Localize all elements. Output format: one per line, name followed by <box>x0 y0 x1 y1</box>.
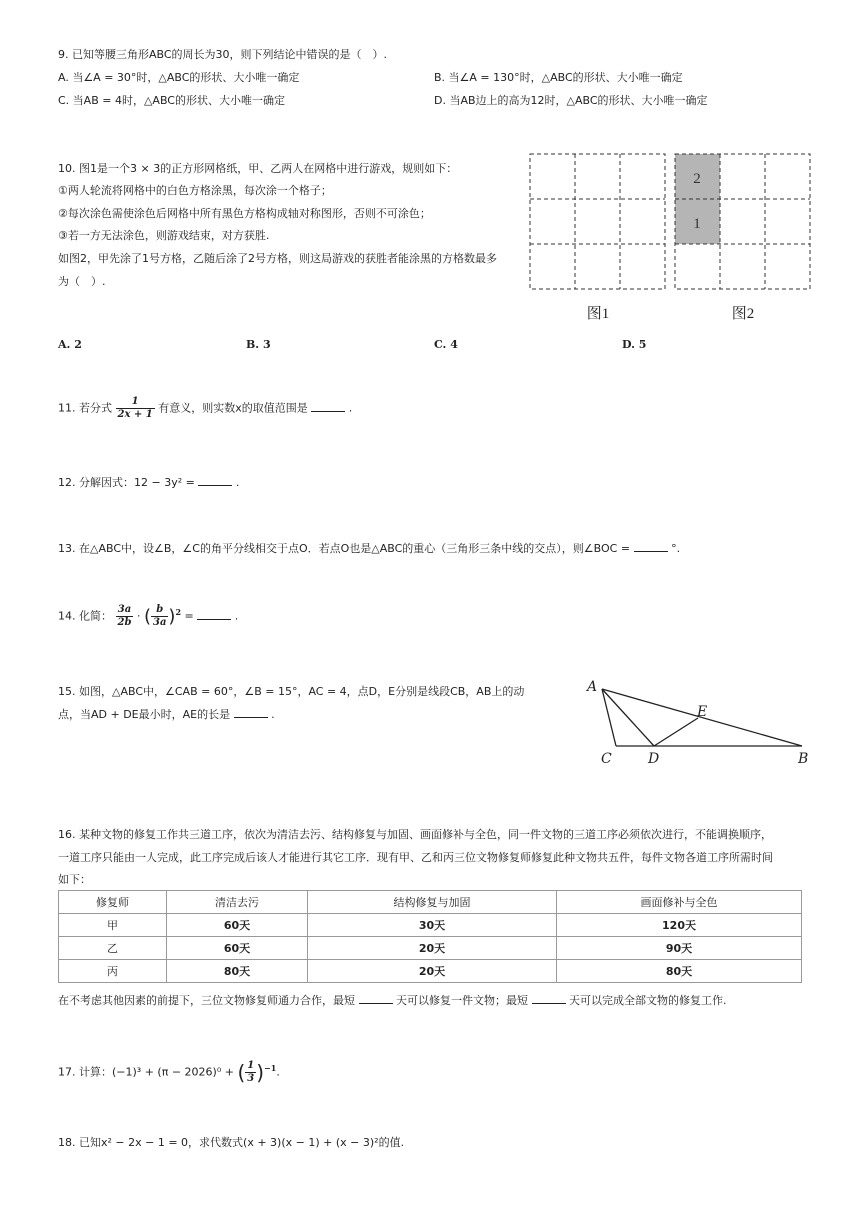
q11-answer-blank[interactable] <box>311 401 345 412</box>
q18-question: 18. 已知x² − 2x − 1 = 0，求代数式(x + 3)(x − 1) + (x − 3)²的值. <box>58 1136 405 1149</box>
segment-ad <box>602 689 654 746</box>
q15-triangle-diagram <box>584 674 816 770</box>
table-cell: 20天 <box>308 937 557 960</box>
table-cell: 80天 <box>167 960 308 983</box>
q14-fraction-1: $\frac{3a}{2b}$ <box>117 604 132 628</box>
table-cell: 80天 <box>557 960 802 983</box>
table-row <box>59 914 802 937</box>
table-cell: 30天 <box>308 914 557 937</box>
q10-option-a: A. 2 <box>58 338 82 351</box>
q13-question: 13. 在△ABC中，设∠B，∠C的角平分线相交于点O．若点O也是△ABC的重心（三角形三条中线的交点），则∠BOC = °. <box>58 542 681 555</box>
label-b: B <box>798 751 809 767</box>
q10-line-4: ③若一方无法涂色，则游戏结束，对方获胜. <box>58 229 270 242</box>
label-d: D <box>648 751 660 767</box>
q9-option-b: B. 当∠A = 130°时，△ABC的形状、大小唯一确定 <box>434 71 683 84</box>
table-header-cell: 修复师 <box>59 891 167 914</box>
q17-fraction: $\frac{1}{3}$ <box>247 1060 255 1084</box>
q16-after-table: 在不考虑其他因素的前提下，三位文物修复师通力合作，最短 天可以修复一件文物；最短 天可以完成全部文物的修复工作. <box>58 994 727 1007</box>
q16-line-3: 如下： <box>58 873 91 886</box>
table-header-cell: 清洁去污 <box>167 891 308 914</box>
segment-de <box>654 718 698 746</box>
q14-question: 14. 化简： $\frac{3a}{2b}$ · ( $\frac{b}{3a}$ )$^2$ = . <box>58 604 239 628</box>
q16-time-table <box>58 890 802 983</box>
q15-answer-blank[interactable] <box>234 707 268 718</box>
q11-question: 11. 若分式 $\frac{1}{2x + 1}$ 有意义，则实数x的取值范围是 . <box>58 396 353 420</box>
table-header-cell: 画面修补与全色 <box>557 891 802 914</box>
table-cell: 丙 <box>59 960 167 983</box>
q16-answer-blank-2[interactable] <box>532 993 566 1004</box>
q14-answer-blank[interactable] <box>197 609 231 620</box>
q9-stem: 9. 已知等腰三角形ABC的周长为30，则下列结论中错误的是（ ）. <box>58 48 388 61</box>
q10-line-1: 10. 图1是一个3 × 3的正方形网格纸，甲、乙两人在网格中进行游戏，规则如下： <box>58 162 458 175</box>
table-row <box>59 937 802 960</box>
table-row <box>59 960 802 983</box>
figure-1-label: 图1 <box>586 306 610 322</box>
grid-figure-1 <box>530 154 665 289</box>
q16-answer-blank-1[interactable] <box>359 993 393 1004</box>
q16-line-2: 一道工序只能由一人完成，此工序完成后该人才能进行其它工序．现有甲、乙和丙三位文物修复师修复此种文物共五件，每件文物各道工序所需时间 <box>58 851 773 864</box>
table-cell: 60天 <box>167 937 308 960</box>
q15-line-1: 15. 如图，△ABC中，∠CAB = 60°，∠B = 15°，AC = 4，点D，E分别是线段CB，AB上的动 <box>58 685 525 698</box>
label-e: E <box>697 704 708 720</box>
q10-line-2: ①两人轮流将网格中的白色方格涂黑，每次涂一个格子； <box>58 184 332 197</box>
table-cell: 60天 <box>167 914 308 937</box>
table-header-row <box>59 891 802 914</box>
q14-fraction-2: $\frac{b}{3a}$ <box>152 604 167 628</box>
q17-question: 17. 计算：(−1)³ + (π − 2026)⁰ + ( $\frac{1}{3}$ )$^{-1}$. <box>58 1060 280 1085</box>
table-header-cell: 结构修复与加固 <box>308 891 557 914</box>
q15-line-2: 点，当AD + DE最小时，AE的长是 . <box>58 708 275 721</box>
cell-label-2: 2 <box>693 171 701 187</box>
q12-question: 12. 分解因式：12 − 3y² = . <box>58 476 240 489</box>
q10-line-5: 如图2，甲先涂了1号方格，乙随后涂了2号方格，则这局游戏的获胜者能涂黑的方格数最多 <box>58 252 497 265</box>
q10-line-3: ②每次涂色需使涂色后网格中所有黑色方格构成轴对称图形，否则不可涂色； <box>58 207 431 220</box>
q9-option-c: C. 当AB = 4时，△ABC的形状、大小唯一确定 <box>58 94 285 107</box>
label-c: C <box>601 751 612 767</box>
q9-option-a: A. 当∠A = 30°时，△ABC的形状、大小唯一确定 <box>58 71 300 84</box>
table-cell: 90天 <box>557 937 802 960</box>
figure-2-label: 图2 <box>731 306 755 322</box>
q10-grid-figures <box>528 152 814 327</box>
cell-label-1: 1 <box>693 216 701 232</box>
q16-line-1: 16. 某种文物的修复工作共三道工序，依次为清洁去污、结构修复与加固、画面修补与全色，同一件文物的三道工序必须依次进行，不能调换顺序， <box>58 828 772 841</box>
table-cell: 20天 <box>308 960 557 983</box>
grid-figure-2 <box>675 154 810 289</box>
q10-option-b: B. 3 <box>246 338 271 351</box>
q10-line-6: 为（ ）. <box>58 275 106 288</box>
table-cell: 120天 <box>557 914 802 937</box>
q11-fraction: $\frac{1}{2x + 1}$ <box>117 396 153 420</box>
q10-option-d: D. 5 <box>622 338 647 351</box>
q10-option-c: C. 4 <box>434 338 458 351</box>
q13-answer-blank[interactable] <box>634 541 668 552</box>
q9-option-d: D. 当AB边上的高为12时，△ABC的形状、大小唯一确定 <box>434 94 708 107</box>
table-cell: 甲 <box>59 914 167 937</box>
q12-answer-blank[interactable] <box>198 475 232 486</box>
table-cell: 乙 <box>59 937 167 960</box>
label-a: A <box>587 679 598 695</box>
